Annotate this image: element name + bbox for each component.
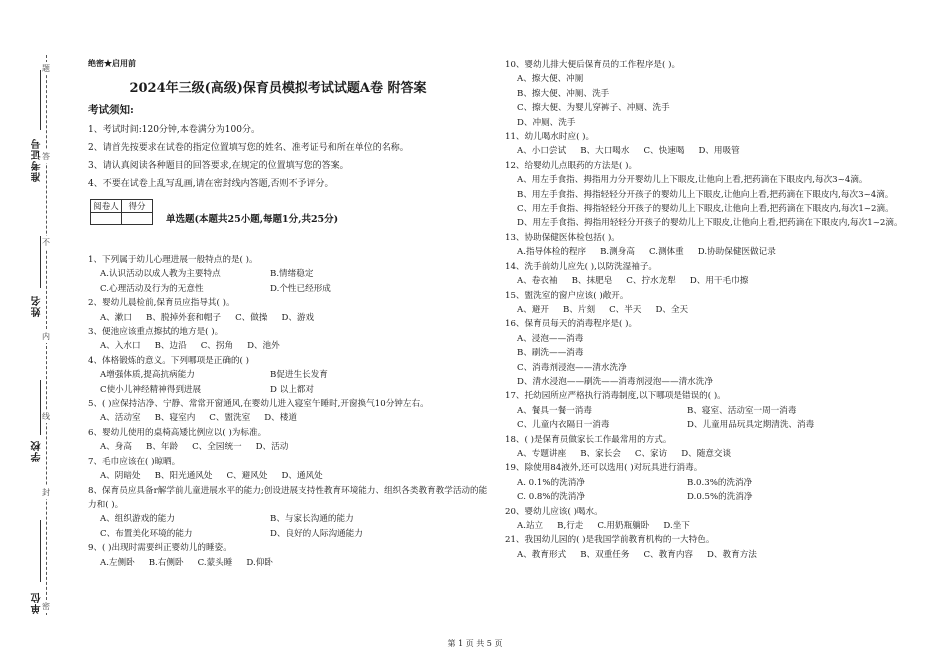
question-item xyxy=(88,455,488,484)
answer-option[interactable]: B.测身高 xyxy=(600,247,635,258)
answer-option[interactable]: B,行走 xyxy=(557,521,584,531)
question-stem: 12、给婴幼儿点眼药的方法是( )。 xyxy=(505,160,638,171)
seal-char: 题 xyxy=(42,64,50,73)
confidential-mark: 绝密★启用前 xyxy=(88,58,136,68)
unit-field[interactable] xyxy=(40,520,41,582)
question-stem: 3、便池应该重点擦拭的地方是( )。 xyxy=(88,327,224,338)
answer-option[interactable]: A.左侧卧 xyxy=(100,557,135,568)
question-item xyxy=(505,433,925,462)
option-row xyxy=(505,274,925,288)
grader-cell[interactable] xyxy=(91,213,122,225)
question-stem: 18、( )是保育员做家长工作最常用的方式。 xyxy=(505,434,672,445)
seal-char: 密 xyxy=(42,602,50,611)
option-row xyxy=(505,519,925,533)
answer-option[interactable]: B、寝室、活动室一周一消毒 xyxy=(687,405,797,416)
answer-option[interactable]: D、活动 xyxy=(255,442,289,453)
answer-option[interactable]: A、卷衣袖 xyxy=(517,276,558,287)
answer-option[interactable]: B、年龄 xyxy=(146,442,179,453)
question-stem: 2、婴幼儿晨检前,保育员应指导其( )。 xyxy=(88,298,235,309)
question-item xyxy=(505,130,925,159)
score-table xyxy=(90,199,153,225)
question-item xyxy=(88,484,488,542)
answer-option[interactable]: D、全天 xyxy=(655,304,689,315)
question-stem: 13、协助保健医体检包括( )。 xyxy=(505,232,620,243)
answer-option[interactable]: C、拧水龙犁 xyxy=(626,276,676,287)
answer-option[interactable]: A、避开 xyxy=(517,304,549,315)
option-row xyxy=(88,282,488,296)
option-row xyxy=(88,527,488,541)
answer-option[interactable]: D、冲厕、洗手 xyxy=(517,117,576,128)
option-row xyxy=(88,440,488,454)
answer-option[interactable]: A.指导体检的程序 xyxy=(517,247,587,258)
answer-option[interactable]: D、良好的人际沟通能力 xyxy=(270,528,363,539)
answer-option[interactable]: C、做操 xyxy=(235,312,268,323)
answer-option[interactable]: B、与家长沟通的能力 xyxy=(270,514,354,525)
question-stem: 8、保育员应具备r解学前儿童进展水平的能力;创设进展支持性教育环境能力、组织各类教育教学活动的能力和( )。 xyxy=(88,485,488,510)
answer-option[interactable]: D、用左手食指、拇指用轻轻分开孩子的婴幼儿上下眼皮,让他向上看,把药滴在下眼皮内,每次1~2滴。 xyxy=(517,218,903,229)
question-stem: 20、婴幼儿应该( )喝水。 xyxy=(505,506,603,517)
question-item xyxy=(88,253,488,296)
question-stem: 21、我国幼儿园的( )是我国学前教育机构的一大特色。 xyxy=(505,535,715,546)
answer-option[interactable]: D、教育方法 xyxy=(707,549,757,560)
answer-option[interactable]: C、教育内容 xyxy=(643,549,694,560)
answer-option[interactable]: A、入水口 xyxy=(100,341,141,352)
school-label: 学校 xyxy=(32,440,43,462)
question-stem: 14、洗手前幼儿应先( ),以防洗湿袖子。 xyxy=(505,261,658,272)
option-row xyxy=(88,469,488,483)
answer-option[interactable]: B.0.3%的洗消净 xyxy=(687,477,753,488)
score-section xyxy=(88,195,488,235)
answer-option[interactable]: A、擦大便、冲厕 xyxy=(517,74,584,85)
option-row xyxy=(505,404,925,418)
answer-option[interactable]: B、片刻 xyxy=(563,304,596,315)
question-stem: 5、( )应保持洁净、宁静、常常开窗通风,在婴幼儿进入寝室午睡时,开窗换气10分钟左右。 xyxy=(88,399,429,410)
answer-option[interactable]: C.用奶瓶躺卧 xyxy=(597,521,650,531)
answer-option[interactable]: B、家长会 xyxy=(580,448,621,459)
answer-option[interactable]: B、脱掉外套和帽子 xyxy=(146,312,222,323)
option-row xyxy=(88,339,488,353)
question-item xyxy=(88,426,488,455)
question-item xyxy=(505,317,925,389)
answer-option[interactable]: B、寝室内 xyxy=(154,413,196,424)
answer-option[interactable]: D.0.5%的洗消净 xyxy=(687,492,753,503)
question-item xyxy=(505,231,925,260)
page-number: 第 1 页 共 5 页 xyxy=(447,639,503,648)
answer-option[interactable]: B、边沿 xyxy=(154,341,187,352)
question-stem: 11、幼儿喝水时应( )。 xyxy=(505,132,595,143)
binding-margin xyxy=(0,0,72,671)
notice-heading: 考试须知: xyxy=(88,104,134,116)
answer-option[interactable]: B.情绪稳定 xyxy=(270,269,314,280)
answer-option[interactable]: A、身高 xyxy=(100,442,132,453)
seal-char: 内 xyxy=(42,332,50,341)
answer-option[interactable]: B、用左手食指、拇指轻轻分开孩子的婴幼儿上下眼皮,让他向上看,把药滴在下眼皮内,每次3~4滴。 xyxy=(517,189,894,200)
question-item xyxy=(505,159,925,231)
option-row xyxy=(505,245,925,259)
candidate-number-field[interactable] xyxy=(40,70,41,130)
answer-option[interactable]: C、盥洗室 xyxy=(209,413,251,424)
answer-option[interactable]: D、池外 xyxy=(247,341,280,352)
answer-option[interactable]: C.测体重 xyxy=(648,247,684,258)
right-column xyxy=(505,58,925,562)
answer-option[interactable]: D.仰卧 xyxy=(246,557,273,568)
answer-option[interactable]: D、通风处 xyxy=(281,471,323,482)
answer-option[interactable]: C、擦大便、为婴儿穿裤子、冲厕、洗手 xyxy=(517,103,670,114)
section-title: 单选题(本题共25小题,每题1分,共25分) xyxy=(166,214,339,225)
question-item xyxy=(505,533,925,562)
question-stem: 9、( )出现时需要纠正婴幼儿的睡姿。 xyxy=(88,543,232,554)
question-item xyxy=(505,505,925,534)
question-item xyxy=(505,389,925,432)
seal-char: 答 xyxy=(42,152,50,161)
question-stem: 1、下列属于幼儿心理进展一般特点的是( )。 xyxy=(88,255,258,265)
question-stem: 6、婴幼儿使用的桌椅高矮比例应以( )为标准。 xyxy=(88,427,267,438)
question-stem: 10、婴幼儿排大便后保育员的工作程序是( )。 xyxy=(505,60,681,70)
answer-option[interactable]: A、教育形式 xyxy=(517,549,567,560)
answer-option[interactable]: D、楼道 xyxy=(264,413,297,424)
answer-option[interactable]: C.蒙头睡 xyxy=(197,557,233,568)
option-row xyxy=(505,447,925,461)
answer-option[interactable]: C、用左手食指、拇指轻轻分开孩子的婴幼儿上下眼皮,让他向上看,把药滴在下眼皮内,每次1~2滴。 xyxy=(517,204,894,215)
answer-option[interactable]: D.个性已经形成 xyxy=(270,283,331,294)
candidate-number-label: 准考证号 xyxy=(32,138,43,182)
answer-option[interactable]: C、家访 xyxy=(634,448,668,459)
seal-char: 封 xyxy=(42,488,50,497)
unit-label: 单位 xyxy=(32,592,43,614)
answer-option[interactable]: D、清水浸泡——刷洗——消毒剂浸泡——清水洗净 xyxy=(517,376,713,387)
answer-option[interactable]: C使小儿神经精神得到进展 xyxy=(100,384,202,395)
question-item xyxy=(505,461,925,504)
question-item xyxy=(88,296,488,325)
answer-option[interactable]: A、专题讲座 xyxy=(517,448,567,459)
seal-char: 线 xyxy=(42,412,50,421)
answer-option[interactable]: C、拐角 xyxy=(200,341,234,352)
answer-option[interactable]: A、组织游戏的能力 xyxy=(100,514,175,525)
question-item xyxy=(88,541,488,570)
answer-option[interactable]: B促进生长发育 xyxy=(270,370,328,381)
answer-option[interactable]: A、小口尝试 xyxy=(517,146,567,157)
notice-item: 1、考试时间:120分钟,本卷满分为100分。 xyxy=(88,125,260,135)
option-row xyxy=(505,490,925,504)
name-label: 姓名 xyxy=(32,295,43,317)
answer-option[interactable]: A、用左手食指、拇指用力分开婴幼儿上下眼皮,让他向上看,把药滴在下眼皮内,每次3~4滴。 xyxy=(517,175,868,186)
answer-option[interactable]: C、避风处 xyxy=(226,471,268,482)
question-stem: 7、毛巾应该在( )晾晒。 xyxy=(88,456,181,467)
answer-option[interactable]: A、活动室 xyxy=(100,413,141,424)
question-stem: 4、体格锻炼的意义。下列哪项是正确的( ) xyxy=(88,355,249,366)
answer-option[interactable]: B、刷洗——消毒 xyxy=(517,348,584,359)
question-stem: 19、除使用84液外,还可以选用( )对玩具进行消毒。 xyxy=(505,463,703,474)
option-row xyxy=(505,303,925,317)
answer-option[interactable]: B、双重任务 xyxy=(580,549,630,560)
name-field[interactable] xyxy=(40,236,41,288)
question-item xyxy=(88,325,488,354)
question-stem: 16、保育员每天的消毒程序是( )。 xyxy=(505,319,638,330)
answer-option[interactable]: D、游戏 xyxy=(281,312,315,323)
option-row xyxy=(88,311,488,325)
answer-option[interactable]: C、半天 xyxy=(609,304,642,315)
question-item xyxy=(88,354,488,397)
score-header: 得分 xyxy=(122,200,153,213)
seal-char: 不 xyxy=(42,238,50,247)
question-item xyxy=(505,58,925,130)
answer-option[interactable]: D、随意交谈 xyxy=(681,448,732,459)
notice-item: 4、不要在试卷上乱写乱画,请在密封线内答题,否则不予评分。 xyxy=(88,179,334,189)
answer-option[interactable]: D、用干毛巾擦 xyxy=(689,276,749,287)
school-field[interactable] xyxy=(40,380,41,435)
answer-option[interactable]: D 以上都对 xyxy=(270,384,314,395)
answer-option[interactable]: B、阳光通风处 xyxy=(154,471,213,482)
answer-option[interactable]: A、餐具一餐一消毒 xyxy=(517,405,592,416)
answer-option[interactable]: D.协助保健医做记录 xyxy=(697,247,776,258)
question-item xyxy=(505,289,925,318)
notice-item: 2、请首先按要求在试卷的指定位置填写您的姓名、准考证号和所在单位的名称。 xyxy=(88,143,409,153)
answer-option[interactable]: C.心理活动及行为的无意性 xyxy=(100,283,204,294)
answer-option[interactable]: C、快速喝 xyxy=(643,146,685,157)
option-row xyxy=(88,411,488,425)
grader-header: 阅卷人 xyxy=(91,200,122,213)
answer-option[interactable]: A、漱口 xyxy=(100,312,132,323)
question-stem: 17、托幼园所应严格执行消毒制度,以下哪项是错误的( )。 xyxy=(505,391,726,402)
score-cell[interactable] xyxy=(122,213,153,225)
question-stem: 15、盥洗室的窗户应该( )敞开。 xyxy=(505,290,629,301)
option-row xyxy=(88,383,488,397)
option-row xyxy=(505,418,925,432)
option-row xyxy=(505,144,925,158)
option-row xyxy=(88,556,488,570)
answer-option[interactable]: C、儿童内衣隔日一消毒 xyxy=(517,420,610,431)
option-row xyxy=(88,267,488,281)
notice-item: 3、请认真阅读各种题目的回答要求,在规定的位置填写您的答案。 xyxy=(88,161,349,171)
answer-option[interactable]: C、消毒剂浸泡——清水洗净 xyxy=(517,362,627,373)
answer-option[interactable]: B.右侧卧 xyxy=(148,557,184,568)
option-row xyxy=(88,368,488,382)
answer-option[interactable]: D.坐下 xyxy=(663,521,690,531)
answer-option[interactable]: C. 0.8%的洗消净 xyxy=(517,492,585,503)
answer-option[interactable]: D、用吸管 xyxy=(698,146,740,157)
answer-option[interactable]: B、擦大便、冲厕、洗手 xyxy=(517,88,610,99)
answer-option[interactable]: B、抹肥皂 xyxy=(571,276,613,287)
answer-option[interactable]: C、布置美化环境的能力 xyxy=(100,528,193,539)
answer-option[interactable]: A增强体质,提高抗病能力 xyxy=(100,370,195,381)
answer-option[interactable]: B、大口喝水 xyxy=(580,146,630,157)
answer-option[interactable]: C、全园统一 xyxy=(192,442,242,453)
answer-option[interactable]: A. 0.1%的洗消净 xyxy=(517,477,585,488)
question-item xyxy=(88,397,488,426)
exam-title: 2024年三级(高级)保育员模拟考试试题A卷 附答案 xyxy=(129,81,427,96)
right-question-list xyxy=(505,58,925,562)
question-item xyxy=(505,260,925,289)
answer-option[interactable]: A.站立 xyxy=(517,521,544,531)
option-row xyxy=(88,512,488,526)
left-column xyxy=(88,58,488,570)
answer-option[interactable]: A、浸泡——消毒 xyxy=(517,333,584,344)
option-row xyxy=(505,476,925,490)
answer-option[interactable]: A.认识活动以成人教为主要特点 xyxy=(100,269,221,280)
option-row xyxy=(505,548,925,562)
left-question-list xyxy=(88,253,488,570)
answer-option[interactable]: A、阴暗处 xyxy=(100,471,141,482)
answer-option[interactable]: D、儿童用品玩具定期清洗、消毒 xyxy=(687,420,815,431)
